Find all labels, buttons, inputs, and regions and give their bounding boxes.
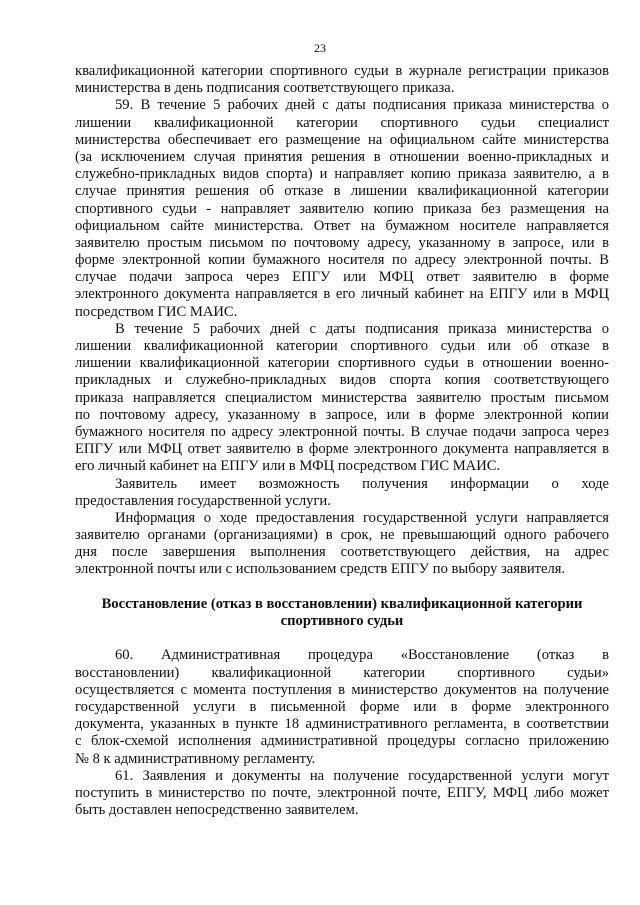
section-heading <box>75 596 609 630</box>
blank-line <box>75 630 609 647</box>
paragraph <box>75 647 609 767</box>
text-line: поступить в министерство по почте, электронной почте, ЕПГУ, МФЦ либо может <box>75 784 609 801</box>
paragraph <box>75 510 609 579</box>
text-line: документа, указанных в пункте 18 административного регламента, в соответствии <box>75 716 609 733</box>
text-line: прикладных и служебно-прикладных видов спорта копия соответствующего <box>75 372 609 389</box>
text-line: 61. Заявления и документы на получение государственной услуги могут <box>115 767 609 784</box>
text-line: служебно-прикладных видов спорта) и направляет копию приказа заявителю, а в <box>75 166 609 183</box>
text-line: спортивного судьи - направляет заявителю копию приказа без размещения на <box>75 200 609 217</box>
text-line: форме электронной копии бумажного носителя по адресу электронной почты. В <box>75 252 609 269</box>
text-line: предоставления государственной услуги. <box>75 492 331 509</box>
text-line: ЕПГУ или МФЦ ответ заявителю в форме электронного документа направляется в <box>75 441 609 458</box>
text-line: 59. В течение 5 рабочих дней с даты подписания приказа министерства о <box>115 97 609 114</box>
text-line: бумажного носителя по адресу электронной почты. В случае подачи запроса через <box>75 423 609 440</box>
paragraph <box>75 476 609 510</box>
text-line: приказа направляется специалистом министерства заявителю простым письмом <box>75 389 609 406</box>
text-line: официальном сайте министерства. Ответ на бумажном носителе направляется <box>75 217 609 234</box>
blank-line <box>75 579 609 596</box>
text-line: случае подачи запроса через ЕПГУ или МФЦ ответ заявителю в форме <box>75 269 609 286</box>
text-line: лишении квалификационной категории спортивного судьи в отношении военно- <box>75 355 609 372</box>
text-line: Информация о ходе предоставления государственной услуги направляется <box>115 509 609 526</box>
text-line: государственной услуги в письменной форме или в форме электронного <box>75 698 609 715</box>
paragraph <box>75 768 609 820</box>
text-line: № 8 к административному регламенту. <box>75 750 316 767</box>
text-line: 60. Административная процедура «Восстановление (отказ в <box>115 647 609 664</box>
text-line: с блок-схемой исполнения административной процедуры согласно приложению <box>75 733 609 750</box>
text-line: (за исключением случая принятия решения в отношении военно-прикладных и <box>75 148 609 165</box>
text-line: случае принятия решения об отказе в лишении квалификационной категории <box>75 183 609 200</box>
text-line: министерства в день подписания соответствующего приказа. <box>75 80 455 97</box>
text-line: заявителю простым письмом по почтовому адресу, указанному в запросе, или в <box>75 234 609 251</box>
text-line: электронной почты или с использованием средств ЕПГУ по выбору заявителя. <box>75 561 566 578</box>
document-body <box>75 63 609 819</box>
paragraph <box>75 321 609 476</box>
text-line: дня после завершения выполнения соответствующего действия, на адрес <box>75 544 609 561</box>
page-number: 23 <box>314 41 326 55</box>
text-line: электронного документа направляется в его личный кабинет на ЕПГУ или в МФЦ <box>75 286 609 303</box>
text-line: лишении квалификационной категории спортивного судьи специалист <box>75 114 609 131</box>
text-line: лишении квалификационной категории спортивного судьи или об отказе в <box>75 338 609 354</box>
text-line: посредством ГИС МАИС. <box>75 303 238 320</box>
text-line: осуществляется с момента поступления в министерство документов на получение <box>75 681 609 698</box>
text-line: по почтовому адресу, указанному в запросе, или в форме электронной копии <box>75 406 609 423</box>
text-line: быть доставлен непосредственно заявителем. <box>75 802 359 819</box>
paragraph <box>75 63 609 97</box>
heading-line: Восстановление (отказ в восстановлении) квалификационной категории <box>101 595 583 612</box>
text-line: министерства обеспечивает его размещение на официальном сайте министерства <box>75 131 609 148</box>
text-line: его личный кабинет на ЕПГУ или в МФЦ посредством ГИС МАИС. <box>75 458 501 475</box>
heading-line: спортивного судьи <box>280 613 404 629</box>
text-line: В течение 5 рабочих дней с даты подписания приказа министерства о <box>115 320 609 337</box>
text-line: восстановлении) квалификационной категории спортивного судьи» <box>75 664 609 681</box>
text-line: заявителю органами (организациями) в срок, не превышающий одного рабочего <box>75 527 609 544</box>
text-line: Заявитель имеет возможность получения информации о ходе <box>115 475 609 492</box>
paragraph <box>75 97 609 320</box>
text-line: квалификационной категории спортивного судьи в журнале регистрации приказов <box>75 63 609 79</box>
